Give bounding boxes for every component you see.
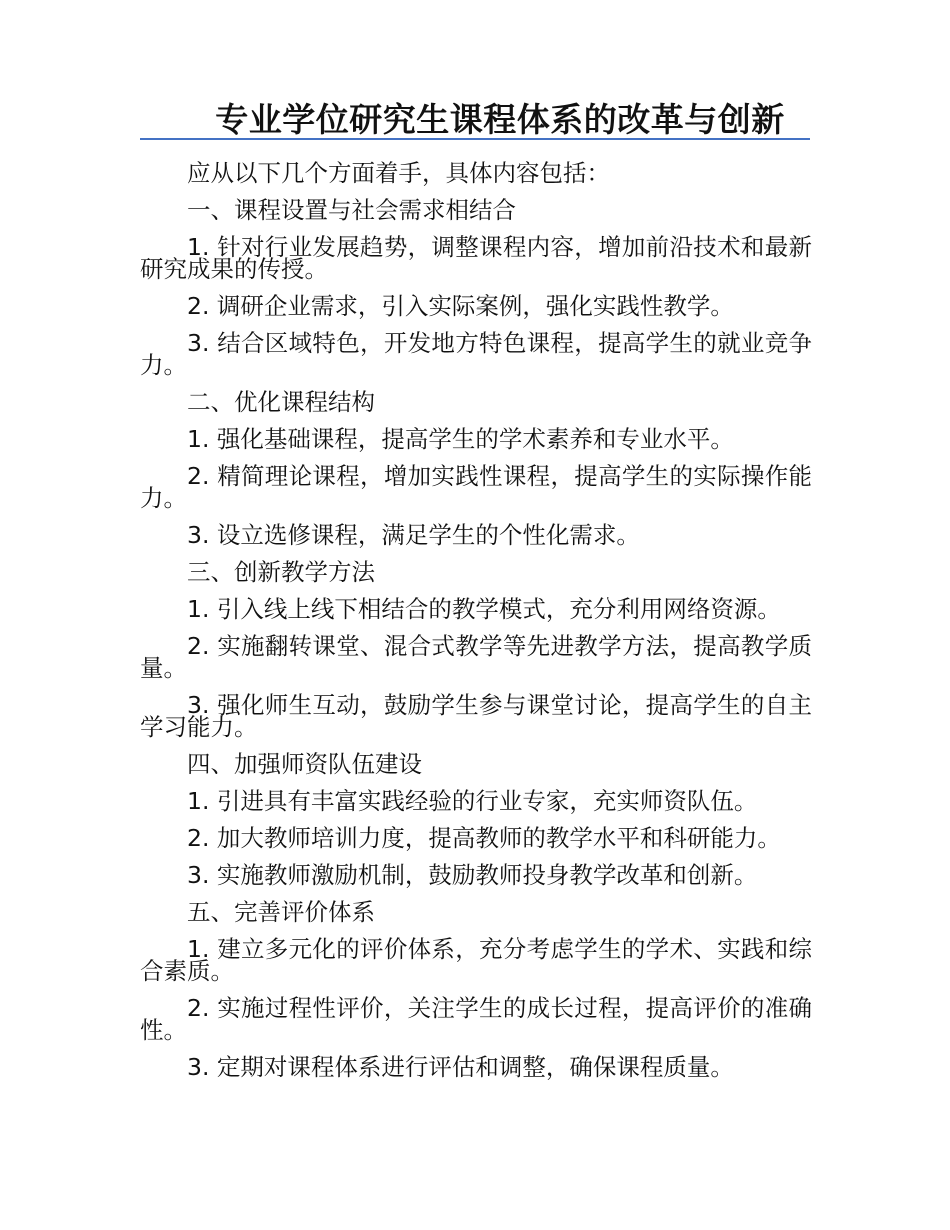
intro-paragraph: 应从以下几个方面着手，具体内容包括： [187, 159, 610, 187]
list-item: 3. 定期对课程体系进行评估和调整，确保课程质量。 [187, 1053, 734, 1081]
list-item: 3. 强化师生互动，鼓励学生参与课堂讨论，提高学生的自主学习能力。 [140, 691, 812, 741]
list-item: 2. 加大教师培训力度，提高教师的教学水平和科研能力。 [187, 824, 781, 852]
list-item: 1. 针对行业发展趋势，调整课程内容，增加前沿技术和最新研究成果的传授。 [140, 233, 812, 283]
list-item: 2. 实施过程性评价，关注学生的成长过程，提高评价的准确性。 [140, 994, 812, 1044]
document-title: 专业学位研究生课程体系的改革与创新 [215, 100, 785, 139]
list-item: 2. 实施翻转课堂、混合式教学等先进教学方法，提高教学质量。 [140, 632, 812, 682]
document-body [140, 152, 812, 1081]
list-item: 1. 建立多元化的评价体系，充分考虑学生的学术、实践和综合素质。 [140, 935, 812, 985]
section-heading-3: 三、创新教学方法 [187, 558, 375, 586]
list-item: 1. 强化基础课程，提高学生的学术素养和专业水平。 [187, 425, 734, 453]
list-item: 3. 设立选修课程，满足学生的个性化需求。 [187, 521, 640, 549]
section-heading-5: 五、完善评价体系 [187, 898, 375, 926]
section-heading-1: 一、课程设置与社会需求相结合 [187, 196, 516, 224]
list-item: 1. 引进具有丰富实践经验的行业专家，充实师资队伍。 [187, 787, 758, 815]
section-heading-4: 四、加强师资队伍建设 [187, 750, 422, 778]
list-item: 2. 精简理论课程，增加实践性课程，提高学生的实际操作能力。 [140, 462, 812, 512]
list-item: 3. 结合区域特色，开发地方特色课程，提高学生的就业竞争力。 [140, 329, 812, 379]
list-item: 3. 实施教师激励机制，鼓励教师投身教学改革和创新。 [187, 861, 758, 889]
section-heading-2: 二、优化课程结构 [187, 388, 375, 416]
list-item: 2. 调研企业需求，引入实际案例，强化实践性教学。 [187, 292, 734, 320]
title-underline [140, 138, 810, 140]
list-item: 1. 引入线上线下相结合的教学模式，充分利用网络资源。 [187, 595, 781, 623]
